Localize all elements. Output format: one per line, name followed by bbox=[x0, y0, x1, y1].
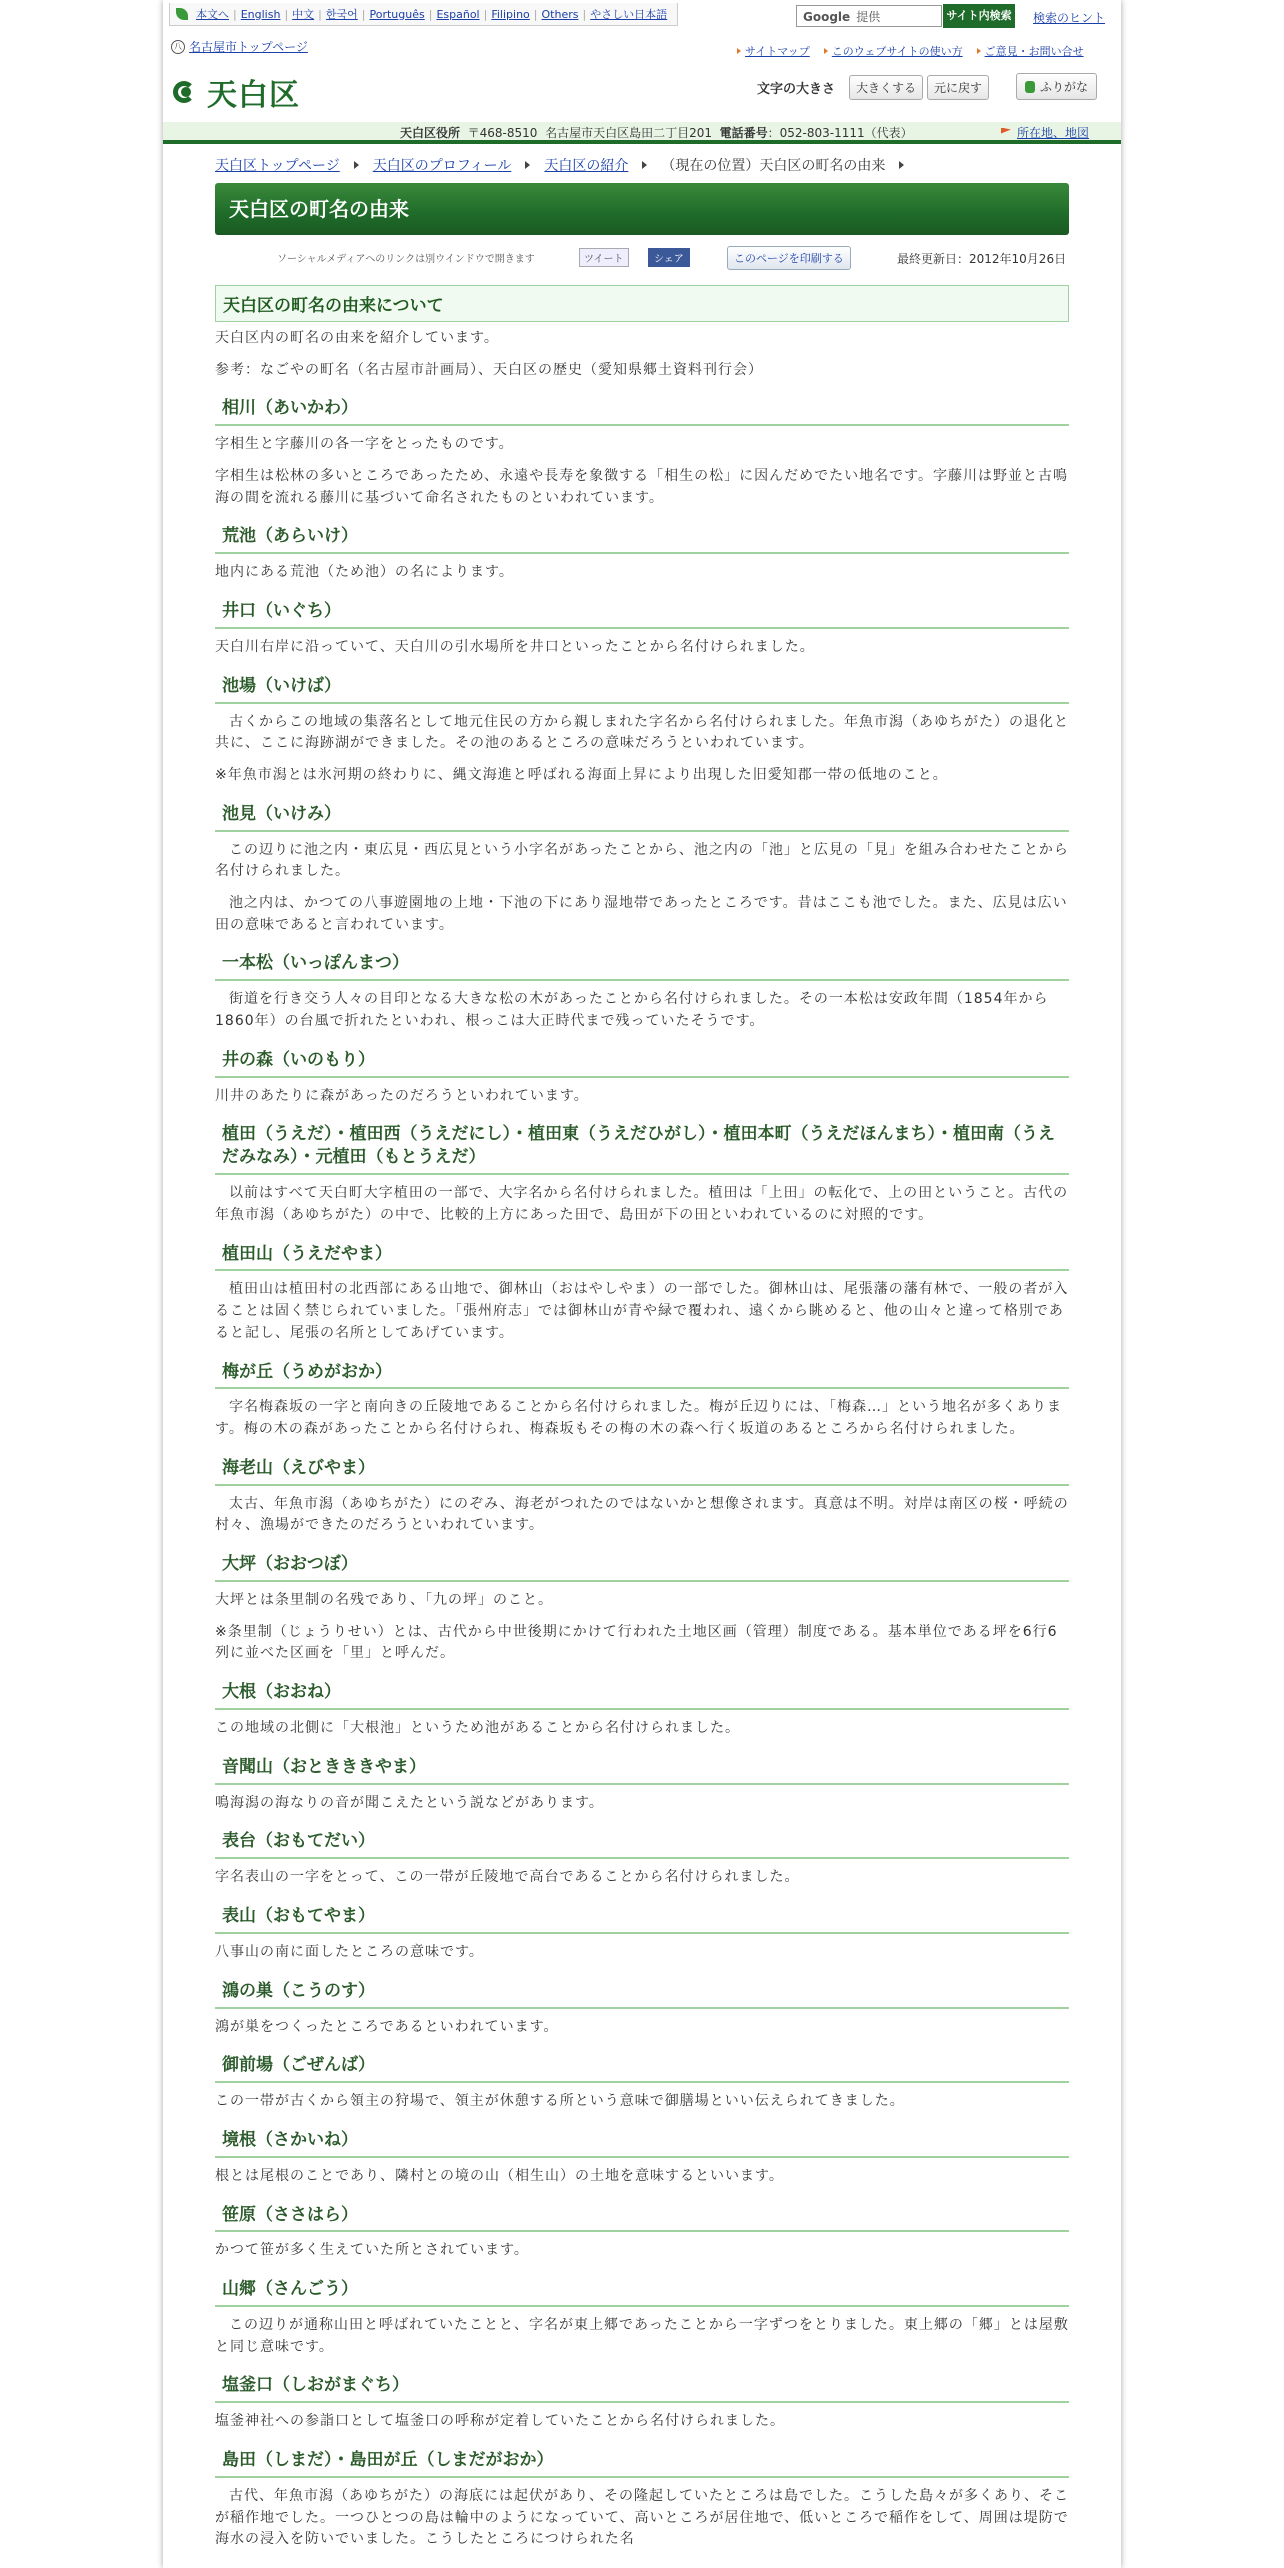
breadcrumb-arrow-icon bbox=[525, 161, 530, 169]
town-name-description: 古くからこの地域の集落名として地元住民の方から親しまれた字名から名付けられました。年魚市潟（あゆちがた）の退化と共に、ここに海跡湖ができました。その池のあるところの意味だろうといわれています。 bbox=[215, 713, 1069, 752]
intro-text: 天白区内の町名の由来を紹介しています。 bbox=[215, 330, 499, 346]
office-info bbox=[400, 124, 913, 141]
town-name-description: 字名梅森坂の一字と南向きの丘陵地であることから名付けられました。梅が丘辺りには、「梅森…」という地名が多くあります。梅の木の森があったことから名付けられ、梅森坂もその梅の木の森へ行く坂道のあるところから名付けられました。 bbox=[215, 1399, 1062, 1438]
town-name-heading: 塩釜口（しおがまぐち） bbox=[215, 2368, 1069, 2403]
main-content bbox=[215, 285, 1069, 2561]
town-name-heading: 鴻の巣（こうのす） bbox=[215, 1974, 1069, 2009]
town-name-description: ※条里制（じょうりせい）とは、古代から中世後期にかけて行われた土地区画（管理）制度である。基本単位である坪を6行6列に並べた区画を「里」と呼んだ。 bbox=[215, 1623, 1058, 1662]
town-name-heading: 一本松（いっぽんまつ） bbox=[215, 946, 1069, 981]
furigana-label: ふりがな bbox=[1040, 80, 1089, 94]
flag-icon bbox=[1001, 128, 1011, 138]
town-name-description: 字相生は松林の多いところであったため、永遠や長寿を象徴する「相生の松」に因んだめでたい地名です。字藤川は野並と古鳴海の間を流れる藤川に基づいて命名されたものといわれています。 bbox=[215, 468, 1069, 506]
font-size-controls bbox=[757, 75, 989, 100]
town-name-heading: 島田（しまだ）・島田が丘（しまだがおか） bbox=[215, 2443, 1069, 2478]
town-name-heading: 荒池（あらいけ） bbox=[215, 519, 1069, 554]
ward-emblem-icon bbox=[171, 77, 201, 107]
town-name-description: この辺りが通称山田と呼ばれていたことと、字名が東上郷であったことから一字ずつをとりました。東上郷の「郷」とは屋敷と同じ意味です。 bbox=[215, 2317, 1069, 2355]
arrow-icon bbox=[737, 48, 741, 54]
office-info-bar bbox=[163, 122, 1121, 144]
leaf-icon bbox=[176, 8, 188, 20]
town-name-description: 天白川右岸に沿っていて、天白川の引水場所を井口といったことから名付けられました。 bbox=[215, 638, 815, 655]
town-name-heading: 植田（うえだ）・植田西（うえだにし）・植田東（うえだひがし）・植田本町（うえだほんまち）・植田南（うえだみなみ）・元植田（もとうえだ） bbox=[215, 1117, 1069, 1175]
town-name-heading: 笹原（ささはら） bbox=[215, 2198, 1069, 2233]
reference-text: 参考：なごやの町名（名古屋市計画局）、天白区の歴史（愛知県郷土資料刊行会） bbox=[215, 361, 763, 378]
utility-links bbox=[723, 43, 1084, 59]
breadcrumb-profile[interactable]: 天白区のプロフィール bbox=[372, 158, 512, 174]
font-bigger-button[interactable]: 大きくする bbox=[849, 75, 923, 100]
town-name-heading: 大坪（おおつぼ） bbox=[215, 1547, 1069, 1582]
town-name-description: 地内にある荒池（ため池）の名によります。 bbox=[215, 564, 514, 581]
breadcrumb-introduction[interactable]: 天白区の紹介 bbox=[544, 158, 629, 174]
town-name-heading: 梅が丘（うめがおか） bbox=[215, 1355, 1069, 1390]
search-hint-link[interactable]: 検索のヒント bbox=[1033, 11, 1106, 25]
office-postal: 〒468-8510 bbox=[467, 126, 538, 140]
language-bar: 本文へ | English | 中文 | 한국어 | Português | Español | Filipino | Others | やさしい日本語 bbox=[169, 3, 678, 26]
town-name-heading: 境根（さかいね） bbox=[215, 2123, 1069, 2158]
office-phone: ：052-803-1111（代表） bbox=[767, 126, 913, 140]
town-name-description: 植田山は植田村の北西部にある山地で、御林山（おはやしやま）の一部でした。御林山は、尾張藩の藩有林で、一般の者が入ることは固く禁じられていました。「張州府志」では御林山が青や緑で覆われ、遠くから眺めると、他の山々と違って格別であると記し、尾張の名所としてあげています。 bbox=[215, 1281, 1069, 1341]
town-name-description: 街道を行き交う人々の目印となる大きな松の木があったことから名付けられました。その一本松は安政年間（1854年から1860年）の台風で折れたといわれ、根っこは大正時代まで残っていたそうです。 bbox=[215, 991, 1049, 1029]
town-name-heading: 植田山（うえだやま） bbox=[215, 1237, 1069, 1272]
breadcrumb bbox=[215, 155, 918, 175]
town-name-heading: 井口（いぐち） bbox=[215, 594, 1069, 629]
lang-link-easy-japanese[interactable]: やさしい日本語 bbox=[590, 8, 668, 21]
site-search bbox=[796, 4, 1015, 28]
search-input[interactable] bbox=[796, 5, 942, 27]
social-bar bbox=[215, 246, 1069, 268]
town-name-description: この一帯が古くから領主の狩場で、領主が休憩する所という意味で御膳場といい伝えられてきました。 bbox=[215, 2093, 905, 2110]
town-name-heading: 大根（おおね） bbox=[215, 1675, 1069, 1710]
ward-logo[interactable] bbox=[171, 70, 300, 114]
lang-link-others[interactable]: Others bbox=[541, 7, 579, 21]
town-name-heading: 音聞山（おときききやま） bbox=[215, 1750, 1069, 1785]
town-name-heading: 相川（あいかわ） bbox=[215, 391, 1069, 426]
town-name-description: 鴻が巣をつくったところであるといわれています。 bbox=[215, 2018, 559, 2035]
lang-link-portuguese[interactable]: Português bbox=[369, 7, 425, 21]
lang-link-filipino[interactable]: Filipino bbox=[491, 7, 530, 21]
lang-link-english[interactable]: English bbox=[240, 7, 281, 21]
breadcrumb-ward-top[interactable]: 天白区トップページ bbox=[215, 158, 340, 174]
map-link[interactable]: 所在地、地図 bbox=[1017, 126, 1090, 140]
phone-label: 電話番号 bbox=[719, 126, 768, 140]
town-name-heading: 池場（いけば） bbox=[215, 669, 1069, 704]
office-name: 天白区役所 bbox=[400, 126, 461, 140]
map-link-wrap bbox=[1001, 124, 1089, 141]
town-name-heading: 海老山（えびやま） bbox=[215, 1451, 1069, 1486]
search-brand: Google bbox=[803, 10, 851, 24]
town-name-description: この地域の北側に「大根池」というため池があることから名付けられました。 bbox=[215, 1720, 740, 1737]
town-name-entries bbox=[215, 391, 1069, 2551]
breadcrumb-arrow-icon bbox=[354, 161, 359, 169]
breadcrumb-current: （現在の位置）天白区の町名の由来 bbox=[661, 158, 886, 174]
lang-link-chinese[interactable]: 中文 bbox=[292, 8, 315, 21]
social-note: ソーシャルメディアへのリンクは別ウインドウで開きます bbox=[277, 254, 535, 265]
breadcrumb-arrow-icon bbox=[642, 161, 647, 169]
town-name-description: 以前はすべて天白町大字植田の一部で、大字名から名付けられました。植田は「上田」の転化で、上の田ということ。古代の年魚市潟（あゆちがた）の中で、比較的上方にあった田で、島田が下の田といわれているのに対照的です。 bbox=[215, 1185, 1069, 1223]
town-name-description: 太古、年魚市潟（あゆちがた）にのぞみ、海老がつれたのではないかと想像されます。真意は不明。対岸は南区の桜・呼続の村々、漁場ができたのだろうといわれています。 bbox=[215, 1495, 1069, 1534]
search-button[interactable]: サイト内検索 bbox=[943, 4, 1015, 28]
section-heading: 天白区の町名の由来について bbox=[215, 285, 1069, 322]
town-name-description: 塩釜神社への参詣口として塩釜口の呼称が定着していたことから名付けられました。 bbox=[215, 2413, 785, 2430]
town-name-description: この辺りに池之内・東広見・西広見という小字名があったことから、池之内の「池」と広見の「見」を組み合わせたことから名付けられました。 bbox=[215, 841, 1069, 880]
sitemap-link[interactable]: サイトマップ bbox=[745, 45, 810, 58]
town-name-heading: 御前場（ごぜんば） bbox=[215, 2048, 1069, 2083]
font-reset-button[interactable]: 元に戻す bbox=[927, 75, 989, 100]
town-name-description: 八事山の南に面したところの意味です。 bbox=[215, 1943, 484, 1960]
office-address: 名古屋市天白区島田二丁目201 bbox=[545, 126, 712, 140]
how-to-use-link[interactable]: このウェブサイトの使い方 bbox=[831, 45, 963, 58]
town-name-description: かつて笹が多く生えていた所とされています。 bbox=[215, 2242, 529, 2259]
ward-logo-text: 天白区 bbox=[207, 78, 300, 113]
town-name-heading: 表山（おもてやま） bbox=[215, 1899, 1069, 1934]
town-name-description: 字名表山の一字をとって、この一帯が丘陵地で高台であることから名付けられました。 bbox=[215, 1869, 800, 1886]
furigana-button[interactable] bbox=[1016, 73, 1097, 100]
tweet-button[interactable]: ツイート bbox=[579, 248, 629, 267]
town-name-heading: 表台（おもてだい） bbox=[215, 1824, 1069, 1859]
lang-link-spanish[interactable]: Español bbox=[436, 7, 480, 21]
town-name-description: ※年魚市潟とは氷河期の終わりに、縄文海進と呼ばれる海面上昇により出現した旧愛知郡一帯の低地のこと。 bbox=[215, 766, 948, 783]
arrow-icon bbox=[977, 48, 981, 54]
facebook-share-button[interactable]: シェア bbox=[648, 248, 690, 267]
print-button[interactable]: このページを印刷する bbox=[727, 246, 851, 270]
city-top-link-wrap bbox=[171, 38, 308, 55]
town-name-description: 大坪とは条里制の名残であり、「九の坪」のこと。 bbox=[215, 1592, 553, 1609]
arrow-icon bbox=[824, 48, 828, 54]
town-name-description: 川井のあたりに森があったのだろうといわれています。 bbox=[215, 1087, 589, 1104]
city-emblem-icon: 八 bbox=[171, 40, 185, 54]
city-top-link[interactable]: 名古屋市トップページ bbox=[189, 40, 308, 54]
page-title: 天白区の町名の由来 bbox=[215, 183, 1069, 235]
page-container bbox=[163, 0, 1121, 2568]
breadcrumb-arrow-icon bbox=[899, 161, 904, 169]
lang-link-korean[interactable]: 한국어 bbox=[325, 8, 358, 21]
town-name-description: 字相生と字藤川の各一字をとったものです。 bbox=[215, 436, 514, 453]
town-name-description: 根とは尾根のことであり、隣村との境の山（相生山）の土地を意味するといいます。 bbox=[215, 2167, 784, 2184]
town-name-description: 池之内は、かつての八事遊園地の上地・下池の下にあり湿地帯であったところです。昔はここも池でした。また、広見は広い田の意味であると言われています。 bbox=[215, 894, 1068, 933]
last-updated: 最終更新日：2012年10月26日 bbox=[897, 252, 1067, 266]
town-name-description: 古代、年魚市潟（あゆちがた）の海底には起伏があり、その隆起していたところは島でした。こうした島々が多くあり、そこが稲作地でした。一つひとつの島は輪中のようになっていて、高いところが居住地で、低いところで稲作をして、周囲は堤防で海水の浸入を防いでいました。こうしたところにつけられた名 bbox=[215, 2488, 1069, 2548]
town-name-heading: 山郷（さんごう） bbox=[215, 2272, 1069, 2307]
font-size-label: 文字の大きさ bbox=[757, 82, 836, 97]
search-placeholder: 提供 bbox=[856, 10, 881, 24]
lang-link-skip[interactable]: 本文へ bbox=[196, 8, 229, 21]
town-name-heading: 池見（いけみ） bbox=[215, 797, 1069, 832]
town-name-description: 鳴海潟の海なりの音が聞こえたという説などがあります。 bbox=[215, 1794, 604, 1811]
town-name-heading: 井の森（いのもり） bbox=[215, 1043, 1069, 1078]
contact-link[interactable]: ご意見・お問い合せ bbox=[984, 45, 1084, 58]
furigana-icon bbox=[1025, 81, 1035, 93]
